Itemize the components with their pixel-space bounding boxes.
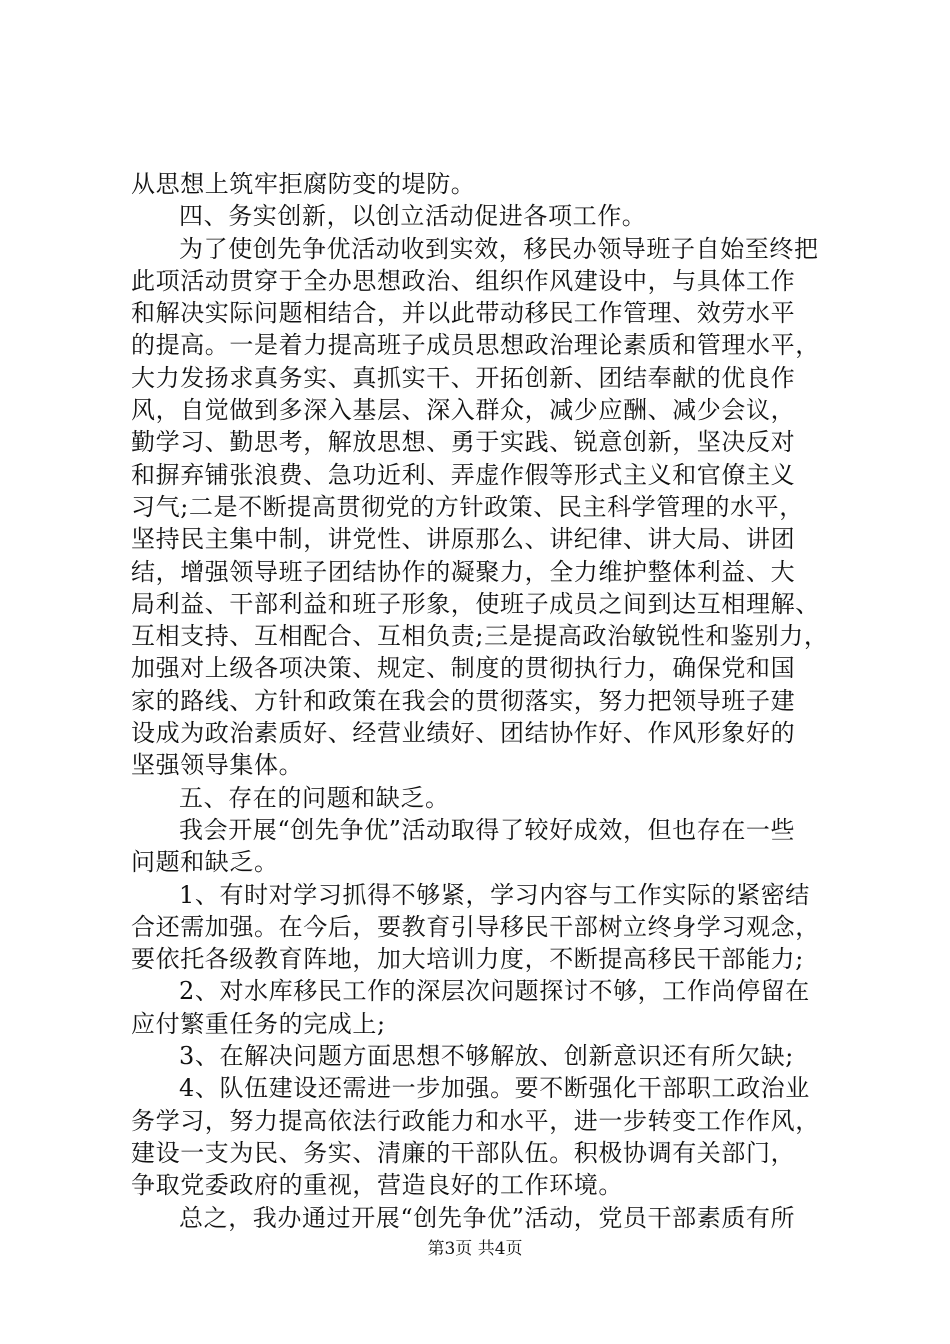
text-line: 1、有时对学习抓得不够紧，学习内容与工作实际的紧密结: [179, 880, 810, 909]
text-line: 我会开展“创先争优”活动取得了较好成效，但也存在一些: [179, 815, 796, 844]
text-line: 习气;二是不断提高贯彻党的方针政策、民主科学管理的水平，: [131, 492, 804, 521]
text-line: 争取党委政府的重视，营造良好的工作环境。: [131, 1171, 623, 1200]
text-line: 合还需加强。在今后，要教育引导移民干部树立终身学习观念，: [131, 912, 820, 941]
text-line: 从思想上筑牢拒腐防变的堤防。: [131, 170, 476, 198]
text-line: 四、务实创新，以创立活动促进各项工作。: [179, 202, 647, 231]
text-line: 4、队伍建设还需进一步加强。要不断强化干部职工政治业: [179, 1074, 810, 1103]
page-footer: 第3页 共4页: [427, 1239, 523, 1259]
text-line: 的提高。一是着力提高班子成员思想政治理论素质和管理水平，: [131, 331, 820, 360]
text-line: 结，增强领导班子团结协作的凝聚力，全力维护整体利益、大: [131, 557, 796, 586]
text-line: 风，自觉做到多深入基层、深入群众，减少应酬、减少会议，: [131, 396, 796, 425]
text-line: 家的路线、方针和政策在我会的贯彻落实，努力把领导班子建: [131, 686, 796, 715]
text-line: 2、对水库移民工作的深层次问题探讨不够，工作尚停留在: [179, 977, 810, 1006]
text-line: 加强对上级各项决策、规定、制度的贯彻执行力，确保党和国: [131, 654, 796, 683]
text-line: 3、在解决问题方面思想不够解放、创新意识还有所欠缺;: [179, 1042, 794, 1071]
text-line: 要依托各级教育阵地，加大培训力度，不断提高移民干部能力;: [131, 945, 804, 974]
text-line: 问题和缺乏。: [131, 848, 279, 877]
text-line: 此项活动贯穿于全办思想政治、组织作风建设中，与具体工作: [131, 266, 796, 295]
text-line: 和摒弃铺张浪费、急功近利、弄虚作假等形式主义和官僚主义: [131, 460, 796, 489]
text-line: 局利益、干部利益和班子形象，使班子成员之间到达互相理解、: [131, 589, 820, 618]
text-line: 和解决实际问题相结合，并以此带动移民工作管理、效劳水平: [131, 299, 796, 328]
text-line: 设成为政治素质好、经营业绩好、团结协作好、作风形象好的: [131, 719, 796, 748]
text-line: 务学习，努力提高依法行政能力和水平，进一步转变工作作风，: [131, 1106, 820, 1135]
text-line: 互相支持、互相配合、互相负责;三是提高政治敏锐性和鉴别力，: [131, 622, 829, 651]
text-line: 应付繁重任务的完成上;: [131, 1009, 386, 1038]
text-line: 建设一支为民、务实、清廉的干部队伍。积极协调有关部门，: [131, 1138, 796, 1167]
text-line: 勤学习、勤思考，解放思想、勇于实践、锐意创新，坚决反对: [131, 428, 796, 457]
text-line: 为了使创先争优活动收到实效，移民办领导班子自始至终把: [179, 234, 819, 263]
text-line: 总之，我办通过开展“创先争优”活动，党员干部素质有所: [179, 1203, 796, 1232]
text-line: 坚持民主集中制，讲党性、讲原那么、讲纪律、讲大局、讲团: [131, 525, 796, 554]
text-line: 坚强领导集体。: [131, 751, 304, 780]
text-line: 五、存在的问题和缺乏。: [179, 783, 450, 812]
body-text: [131, 168, 831, 1234]
text-line: 大力发扬求真务实、真抓实干、开拓创新、团结奉献的优良作: [131, 363, 796, 392]
